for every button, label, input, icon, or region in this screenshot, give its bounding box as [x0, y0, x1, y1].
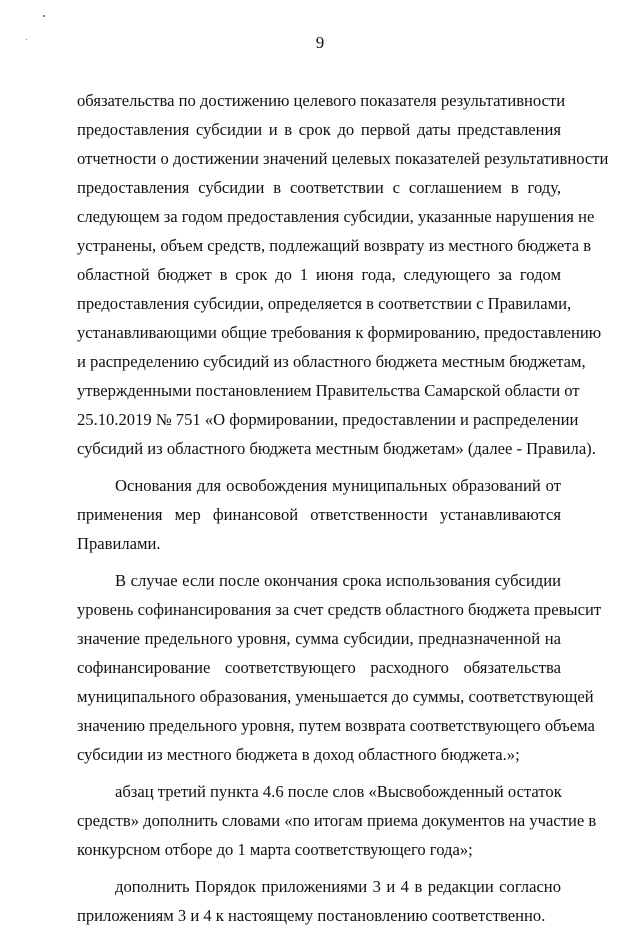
text-line: предоставления субсидии, определяется в соответствии с Правилами, [77, 294, 572, 313]
page-number: 9 [315, 33, 325, 52]
text-line: устранены, объем средств, подлежащий возврату из местного бюджета в [77, 236, 592, 255]
text-line: абзац третий пункта 4.6 после слов «Высвобожденный остаток [115, 782, 562, 801]
text-line: софинансирование соответствующего расходного обязательства [77, 658, 561, 677]
text-line: устанавливающими общие требования к формированию, предоставлению [77, 323, 602, 342]
text-line: приложениям 3 и 4 к настоящему постановлению соответственно. [77, 906, 546, 925]
paragraph [77, 86, 609, 463]
text-line: субсидий из областного бюджета местным бюджетам» (далее - Правила). [77, 439, 596, 458]
text-line: следующем за годом предоставления субсидии, указанные нарушения не [77, 207, 595, 226]
text-line: применения мер финансовой ответственности устанавливаются [77, 505, 561, 524]
text-line: предоставления субсидии и в срок до первой даты представления [77, 120, 561, 139]
document-body [77, 86, 609, 930]
text-line: дополнить Порядок приложениями 3 и 4 в редакции согласно [115, 877, 561, 896]
paragraph [77, 872, 561, 930]
text-line: значение предельного уровня, сумма субсидии, предназначенной на [77, 629, 561, 648]
text-line: утвержденными постановлением Правительства Самарской области от [77, 381, 580, 400]
paragraph [77, 471, 561, 558]
text-line: Правилами. [77, 534, 161, 553]
text-line: областной бюджет в срок до 1 июня года, следующего за годом [77, 265, 561, 284]
text-line: Основания для освобождения муниципальных образований от [115, 476, 561, 495]
text-line: отчетности о достижении значений целевых показателей результативности [77, 149, 609, 168]
text-line: муниципального образования, уменьшается до суммы, соответствующей [77, 687, 594, 706]
paragraph [77, 566, 602, 769]
text-line: конкурсном отборе до 1 марта соответствующего года»; [77, 840, 473, 859]
text-line: обязательства по достижению целевого показателя результативности [77, 91, 566, 110]
text-line: 25.10.2019 № 751 «О формировании, предоставлении и распределении [77, 410, 579, 429]
text-line: В случае если после окончания срока использования субсидии [115, 571, 561, 590]
text-line: средств» дополнить словами «по итогам приема документов на участие в [77, 811, 597, 830]
scan-speck [43, 15, 45, 17]
text-line: уровень софинансирования за счет средств областного бюджета превысит [77, 600, 602, 619]
text-line: субсидии из местного бюджета в доход областного бюджета.»; [77, 745, 520, 764]
paragraph [77, 777, 597, 864]
text-line: и распределению субсидий из областного бюджета местным бюджетам, [77, 352, 586, 371]
text-line: предоставления субсидии в соответствии с соглашением в году, [77, 178, 561, 197]
text-line: значению предельного уровня, путем возврата соответствующего объема [77, 716, 595, 735]
